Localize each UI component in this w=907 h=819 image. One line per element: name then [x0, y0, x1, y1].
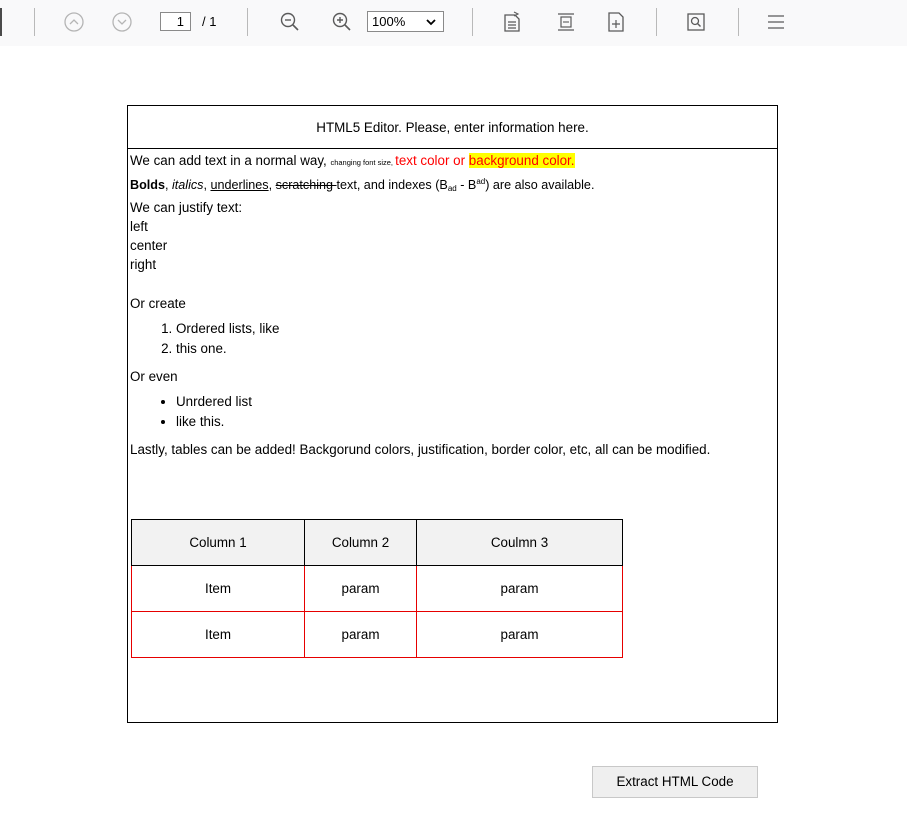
- index-text: text, and indexes (B: [336, 178, 448, 192]
- paragraph-formatting: [130, 151, 777, 172]
- table-cell[interactable]: Item: [132, 612, 305, 658]
- fit-page-icon[interactable]: [554, 10, 578, 34]
- or-create-text: Or create: [130, 296, 186, 311]
- toolbar-divider: [656, 8, 657, 36]
- pdf-toolbar: [0, 0, 907, 46]
- bold-text: Bolds: [130, 178, 165, 192]
- chevron-down-icon: [425, 15, 437, 33]
- editor-table[interactable]: [131, 519, 623, 658]
- page-number-input[interactable]: 1: [160, 12, 191, 31]
- table-row: [132, 566, 623, 612]
- sidebar-toggle-icon[interactable]: [0, 8, 2, 36]
- table-cell[interactable]: param: [305, 612, 417, 658]
- toolbar-divider: [472, 8, 473, 36]
- table-cell[interactable]: param: [417, 612, 623, 658]
- red-text: text color or: [395, 153, 469, 168]
- normal-text: We can add text in a normal way,: [130, 153, 331, 168]
- justify-center: center: [130, 238, 168, 253]
- search-icon[interactable]: [684, 10, 708, 34]
- table-cell[interactable]: Item: [132, 566, 305, 612]
- strike-text: scratching: [275, 178, 337, 192]
- justify-intro: We can justify text:: [130, 200, 243, 215]
- separator: ,: [203, 178, 211, 192]
- toolbar-divider: [247, 8, 248, 36]
- or-even-text: Or even: [130, 369, 178, 384]
- document-properties-icon[interactable]: [500, 10, 524, 34]
- separator: ,: [164, 178, 172, 192]
- ordered-list: [130, 319, 777, 359]
- menu-icon[interactable]: [764, 10, 788, 34]
- list-item: • like this.: [176, 412, 777, 432]
- index-text-mid: - B: [456, 178, 477, 192]
- justify-left: left: [130, 219, 148, 234]
- italic-text: italics: [171, 178, 204, 192]
- highlighted-text: background color.: [468, 153, 575, 168]
- next-page-icon[interactable]: [110, 10, 134, 34]
- extract-html-button[interactable]: Extract HTML Code: [592, 766, 758, 798]
- add-page-icon[interactable]: [604, 10, 628, 34]
- justify-right: right: [130, 257, 157, 272]
- table-header-row: [132, 520, 623, 566]
- previous-page-icon[interactable]: [62, 10, 86, 34]
- list-item: 1. Ordered lists, like: [176, 319, 777, 339]
- index-text-end: ) are also available.: [485, 178, 595, 192]
- list-item: 2. this one.: [176, 339, 777, 359]
- subscript-text: ad: [447, 184, 457, 193]
- page-total-label: / 1: [202, 14, 217, 29]
- lastly-text: Lastly, tables can be added! Backgorund colors, justification, border color, etc, all can be modified.: [130, 442, 711, 457]
- underline-text: underlines: [210, 178, 269, 192]
- table-cell[interactable]: param: [305, 566, 417, 612]
- superscript-text: ad: [476, 177, 486, 186]
- html5-editor[interactable]: [127, 105, 778, 723]
- toolbar-divider: [738, 8, 739, 36]
- small-text: changing font size,: [330, 158, 396, 167]
- separator: ,: [268, 178, 276, 192]
- table-header-cell[interactable]: Coulmn 3: [417, 520, 623, 566]
- table-cell[interactable]: param: [417, 566, 623, 612]
- zoom-value: 100%: [372, 14, 406, 29]
- editor-table-wrapper: [131, 519, 623, 658]
- zoom-out-icon[interactable]: [278, 10, 302, 34]
- table-row: [132, 612, 623, 658]
- list-item: • Unrdered list: [176, 392, 777, 412]
- unordered-list: [130, 392, 777, 432]
- editor-content[interactable]: [128, 149, 777, 459]
- editor-header: HTML5 Editor. Please, enter information here.: [128, 106, 777, 149]
- toolbar-divider: [34, 8, 35, 36]
- zoom-in-icon[interactable]: [330, 10, 354, 34]
- table-header-cell[interactable]: Column 1: [132, 520, 305, 566]
- zoom-select[interactable]: [367, 11, 444, 32]
- table-header-cell[interactable]: Column 2: [305, 520, 417, 566]
- paragraph-styles: [130, 172, 777, 198]
